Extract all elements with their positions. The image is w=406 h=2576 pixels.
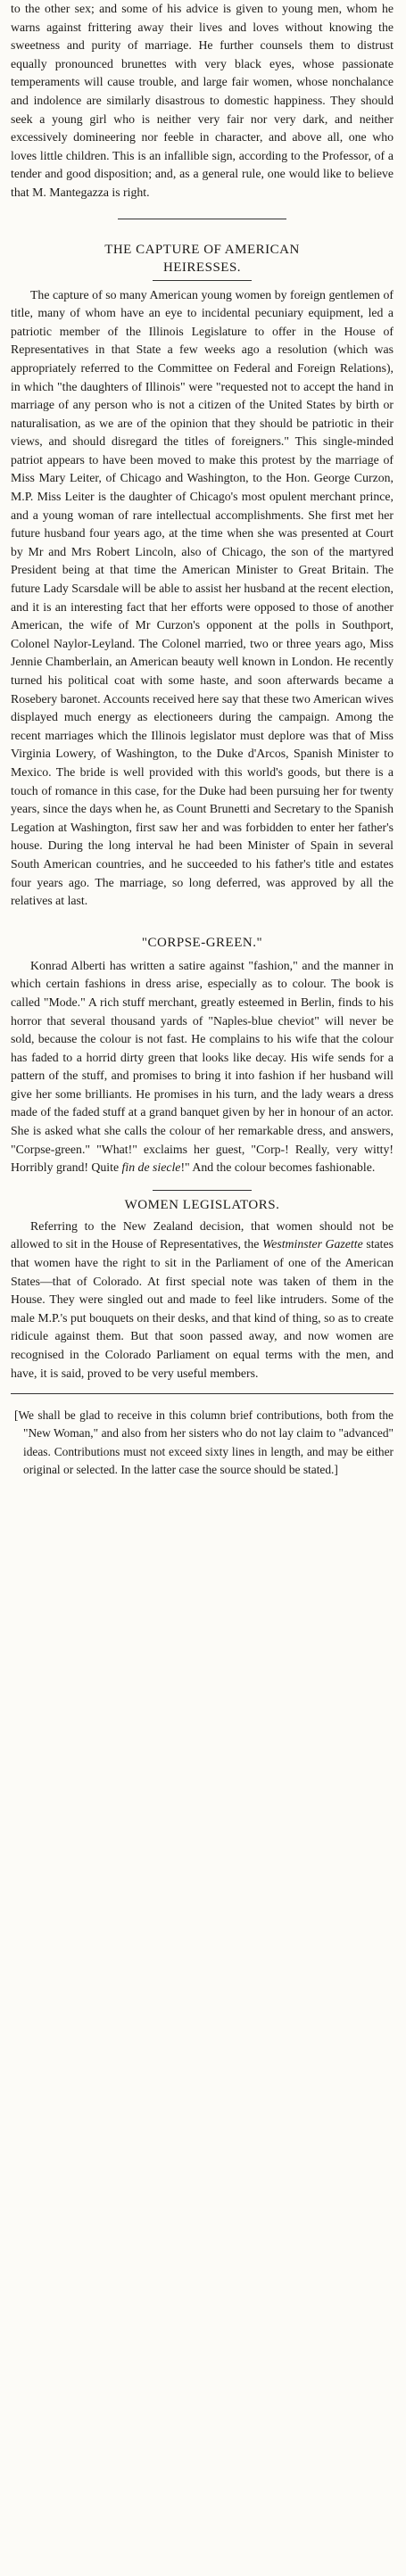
title-underline <box>153 280 253 281</box>
section-title-corpse-green: "CORPSE-GREEN." <box>141 935 263 950</box>
westminster-gazette-title: Westminster Gazette <box>262 1237 363 1251</box>
section-title-line-1: THE CAPTURE OF AMERICAN <box>104 242 300 257</box>
women-legislators-text-2: states that women have the right to sit in the Parliament of one of the American States—that of Colorado. At first special note was taken of them in the House. They were singled out and made to feel like intruders. Some of the male M.P.'s put bouquets on their desks, and that kind of thing, so as to create ridicule against them. But that soon passed away, and now women are recognised in the Colorado Parliament on equal terms with the men, and have, it is said, proved to be very useful members. <box>11 1237 394 1380</box>
section-title-capture-of-heiresses <box>11 241 394 277</box>
corpse-green-text-2: !" And the colour becomes fashionable. <box>180 1160 376 1175</box>
section-title-line-2: HEIRESSES. <box>162 260 242 275</box>
section-title-women-legislators: WOMEN LEGISLATORS. <box>124 1197 280 1212</box>
contributions-note: [We shall be glad to receive in this column brief contributions, both from the "New Woman," and also from her sisters who do not lay claim to "advanced" ideas. Contributions must not exceed sixty lines in length, and may be either original or selected. In the latter case the source should be stated.] <box>14 1408 394 1476</box>
women-legislators-text-1: Referring to the New Zealand decision, that women should not be allowed to sit in the House of Representatives, the <box>11 1218 394 1251</box>
corpse-green-article <box>11 957 394 1177</box>
corpse-green-text-1: Konrad Alberti has written a satire against "fashion," and the manner in which certain fashions in dress arise, especially as to colour. The book is called "Mode." A rich stuff merchant, greatly esteemed in Berlin, finds to his horror that several thousand yards of "Naples-blue cheviot" will never be sold, because the colour is not fast. He complains to his wife that the colour has faded to a horrid dirty green that looks like decay. His wife sends for a pattern of the stuff, and promises to bring it into fashion if her husband will give her some brilliants. He promises in his turn, and the lady wears a dress made of the faded stuff at a grand banquet given by her in honour of an actor. She is asked what she calls the colour of her remarkable dress, and answers, "Corpse-green." "What!" exclaims her guest, "Corp-! Really, very witty! Horribly grand! Quite <box>11 958 394 1175</box>
corpse-green-italic-phrase: fin de siecle <box>121 1160 181 1175</box>
intro-paragraph: to the other sex; and some of his advice is given to young men, whom he warns against frittering away their lives and loves without knowing the sweetness and purity of marriage. He further counsels them to distrust equally pronounced brunettes with very black eyes, whose passionate temperaments will cause trouble, and large fair women, whose nonchalance and indolence are similarly disastrous to domestic happiness. They should seek a young girl who is neither very fair nor very dark, and neither excessively domineering nor feeble in character, and above all, one who loves little children. This is an infallible sign, according to the Professor, of a tender and good disposition; and, as a general rule, one would like to believe that M. Mantegazza is right. <box>11 2 394 199</box>
footnote-divider <box>11 1393 394 1394</box>
capture-of-heiresses-article: The capture of so many American young women by foreign gentlemen of title, many of whom have an eye to incidental pecuniary equipment, led a patriotic member of the Illinois Legislature to offer in the House of Representatives in that State a few weeks ago a resolution (which was appropriately referred to the Committee on Federal and Foreign Relations), in which "the daughters of Illinois" were "requested not to accept the hand in marriage of any person who is not a citizen of the United States by birth or naturalisation, as we are of the opinion that they should be patriotic in their views, and should disregard the titles of foreigners." This single-minded patriot appears to have been moved to make this protest by the marriage of Miss Mary Leiter, of Chicago and Washington, to the Hon. George Curzon, M.P. Miss Leiter is the daughter of Chicago's most opulent merchant prince, and a young woman of rare intellectual accomplishments. She first met her future husband four years ago, at the time when she was presented at Court by Mr and Mrs Robert Lincoln, also of Chicago, the son of the martyred President being at that time the American Minister to Great Britain. The future Lady Scarsdale will be able to assist her husband at the recent election, and it is an interesting fact that her efforts were opposed to those of another American, the wife of Mr Curzon's opponent at the polls in Southport, Colonel Naylor-Leyland. The Colonel married, two or three years ago, Miss Jennie Chamberlain, an American beauty well known in London. He recently turned his political coat with some haste, and soon afterwards became a Rosebery baronet. Accounts received here say that these two American wives displayed much energy as electioneers during the campaign. Among the recent marriages which the Illinois legislator must deplore was that of Miss Virginia Lowery, of Washington, to the Duke d'Arcos, Spanish Minister to Mexico. The bride is well provided with this world's goods, but there is a touch of romance in this case, for the Duke had been pursuing her for twenty years, since the days when he, as Count Brunetti and Secretary to the Spanish Legation at Washington, first saw her and was forbidden to enter her father's house. During the long interval he had been Minister of Spain in several South American countries, and he succeeded to his father's title and estates four years ago. The marriage, so long deferred, was approved by all the relatives at last. <box>11 287 394 908</box>
women-legislators-article <box>11 1218 394 1383</box>
section-divider <box>153 1190 253 1191</box>
